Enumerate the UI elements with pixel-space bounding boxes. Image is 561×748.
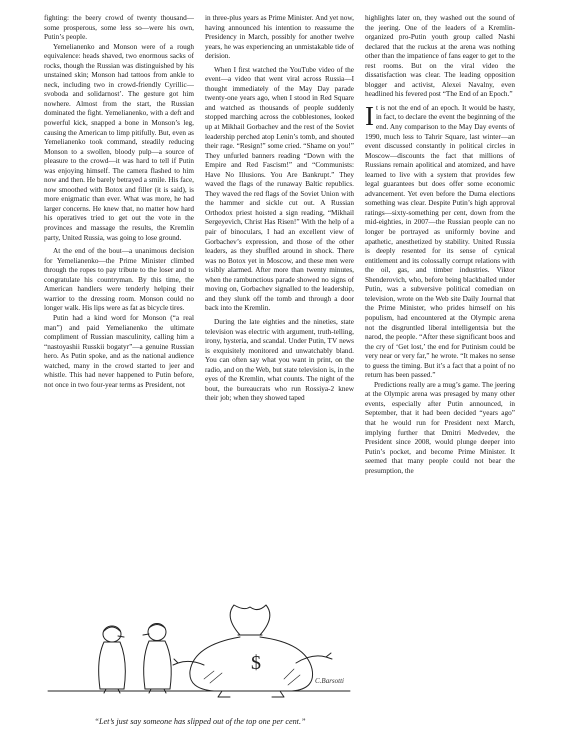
paragraph: Predictions really are a mug’s game. The jeering at the Olympic arena was presaged by many other events, especially after Putin announced, in September, that it had been decided “years ago” that he would run for President next March, implying further that Dmitri Medvedev, the President since 2008, would plunge deeper into Putin’s pocket, and become Prime Minister. It seemed that many people could not bear the presumption, the — [365, 380, 515, 475]
paragraph: Putin had a kind word for Monson (“a real man”) and paid Yemelianenko the ultimate compliment of Russian masculinity, calling him a “nastoyashii Russkii bogatyr”—a genuine Russian hero. As Putin spoke, and as the national audience watched, many in the crowd started to jeer and whistle. This had never happened to Putin before, not once in two four-year terms as President, not — [44, 313, 194, 389]
article-column-2 — [205, 14, 354, 594]
paragraph: highlights later on, they washed out the sound of the jeering. One of the leaders of a Kremlin-organized pro-Putin youth group called Nashi declared that the ruckus at the arena was nothing other than the impatience of fans eager to get to the rest rooms. But on the viral video the dissatisfaction was clear. The leading opposition blogger and activist, Alexei Navalny, even headlined his fevered post “The End of an Epoch.” — [365, 14, 515, 99]
cartoon-illustration — [44, 587, 354, 709]
paragraph: in three-plus years as Prime Minister. And yet now, having announced his intention to reassume the Presidency in March, possibly for another twelve years, he was experiencing an unmistakable tide of derision. — [205, 14, 354, 61]
paragraph: During the late eighties and the nineties, state television was electric with argument, truth-telling, irony, hysteria, and scandal. Under Putin, TV news is exquisitely monitored and unwatchably bland. You can often say what you want in print, on the radio, and on the Web, but state television is, in the eyes of the Kremlin, what counts. The night of the bout, the bureaucrats who run Rossiya-2 knew their job; when they showed taped — [205, 317, 354, 403]
dollar-sign-icon: $ — [251, 652, 261, 674]
article-column-3 — [365, 14, 515, 734]
article-column-1 — [44, 14, 194, 634]
paragraph: At the end of the bout—a unanimous decision for Yemelianenko—the Prime Minister climbed through the ropes to pay tribute to the loser and to congratulate his countryman. By this time, the American handlers were tenderly helping their warrior to the dressing room. Monson could no longer walk. His lips were as fat as bicycle tires. — [44, 247, 194, 313]
paragraph: Yemelianenko and Monson were of a rough equivalence: heads shaved, two enormous sacks of rocks, though the Russian was distinguished by his unstained skin; Monson had tattoos from ankle to neck, including two in crowd-friendly Cyrillic—svoboda and solidarnost’. The gesture got him nowhere. Almost from the start, the Russian dominated the fight. Yemelianenko, with a deft and powerful kick, snapped a bone in Monson’s leg, causing the American to limp pitifully. But, even as Yemelianenko took command, steadily reducing Monson to a swollen, bloody pulp—a source of pleasure to the crowd—it was hard to tell if Putin was enjoying himself. The camera flashed to him now and then. He barely betrayed a smile. His face, now smoothed with Botox and filler (it is said), is more enigmatic than ever. What was more, he had larger concerns. He knew that, no matter how hard his operatives tried to get out the vote in the provinces and massage the results, the Kremlin party, United Russia, was going to lose ground. — [44, 42, 194, 242]
dropcap-letter: I — [365, 100, 374, 131]
cartoonist-signature: C.Barsotti — [315, 677, 344, 685]
paragraph-with-dropcap — [365, 100, 515, 381]
paragraph: When I first watched the YouTube video of the event—a video that went viral across Russia—I thought immediately of the May Day parade twenty-one years ago, when I stood in Red Square and watched as thousands of people suddenly stopped marching across the cobblestones, looked up at Mikhail Gorbachev and the rest of the Soviet leadership perched atop Lenin’s tomb, and shouted their rage. “Resign!” some cried. “Shame on you!” They unfurled banners reading “Down with the Empire and Red Fascism!” and “Communists: Have No Illusions. You Are Bankrupt.” They waved the flags of the runaway Baltic republics. They waved the red flags of the Soviet Union with the hammer and sickle cut out. A Russian Orthodox priest hoisted a sign reading, “Mikhail Sergeyevich, Christ Has Risen!” With the help of a pair of binoculars, I had an excellent view of Gorbachev’s expression, and those of the other leaders, as they shuffled around in shock. There was no Botox yet in Moscow, and these men were visibly alarmed. After more than twenty minutes, when the rambunctious parade showed no signs of moving on, Gorbachev signalled to the leadership, and they slunk off the tomb and through a door back into the Kremlin. — [205, 65, 354, 313]
paragraph: fighting: the beery crowd of twenty thousand—some prosperous, some less so—were his own, Putin’s people. — [44, 14, 194, 42]
paragraph-text: t is not the end of an epoch. It would be hasty, in fact, to declare the event the beginning of the end. Any comparison to the May Day events of 1990, much less to Tahrir Square, last winter—an event discussed constantly in political circles in Moscow—discounts the fact that millions of Russians remain apolitical and atomized, and have learned to live with a system that provides few legal guarantees but does offer some economic advancement. Yet even before the Duma elections something was clear. Despite Putin’s high approval ratings—sixty-something per cent, down from the mid-eighties, in 2007—the Russian people can no longer be portrayed as uniformly bovine and apathetic, anesthetized by stability. United Russia is deeply resented for its sense of cynical entitlement and its colossally corrupt relations with the oil, gas, and timber industries. Viktor Shenderovich, who, before being blackballed under Putin, was a subversive political comedian on television, wrote on the Web site Daily Journal that the Prime Minister, who prides himself on his populism, had encountered at the Olympic arena not the disgruntled liberal intelligentsia but the narod, the people. “After these significant boos and the cry of ‘Get lost,’ the end for Putinism could be very near or very far,” he wrote. “It makes no sense to guess the timing. But it’s a fact that a point of no return has been passed.” — [365, 103, 515, 380]
cartoon-caption: “Let’s just say someone has slipped out of the top one per cent.” — [94, 717, 306, 726]
